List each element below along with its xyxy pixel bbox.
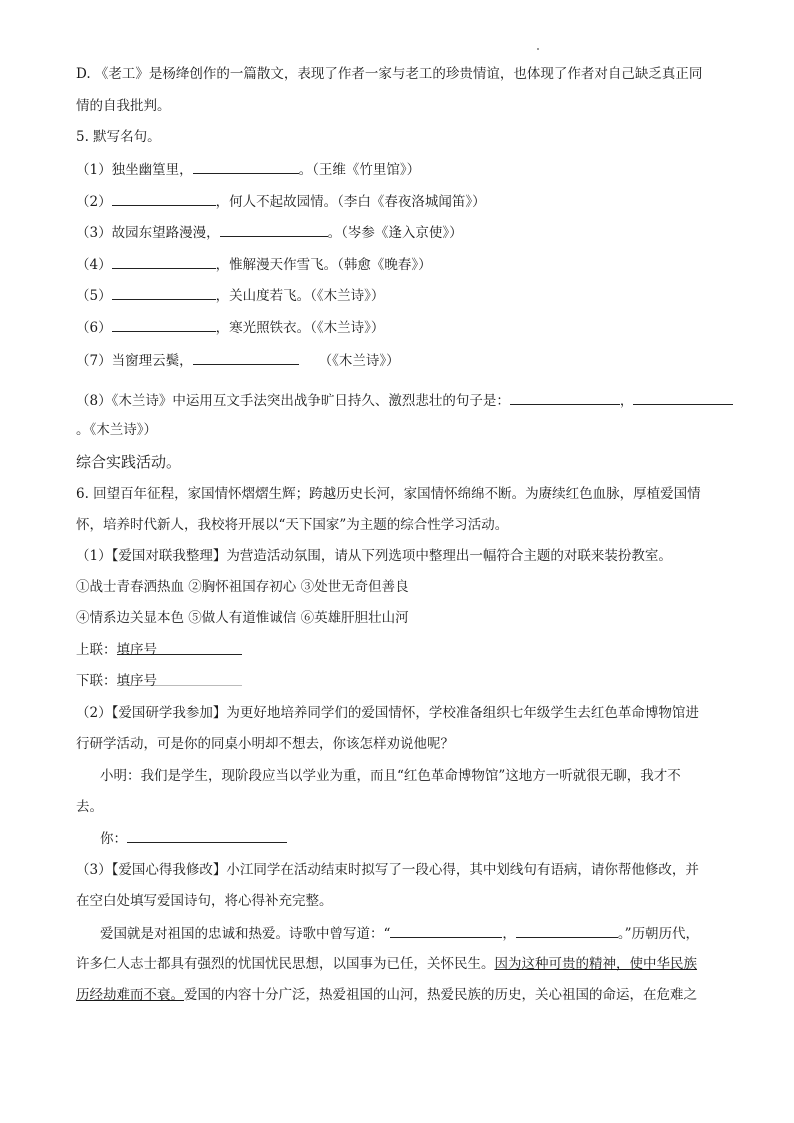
q5-item-7-post: （《木兰诗》） [318,353,400,369]
q5-item-7-blank[interactable] [193,350,299,365]
essay-line-1 [100,923,699,944]
q5-title: 5. 默写名句。 [76,129,161,145]
essay-line-1-pre: 爱国就是对祖国的忠诚和热爱。诗歌中曾写道：“ [100,926,391,942]
upper-couplet-row [76,640,242,660]
q5-item-3 [76,222,463,243]
q6-options-row-1: ①战士青春洒热血 ②胸怀祖国存初心 ③处世无奇但善良 [76,579,409,595]
poem-blank-2[interactable] [516,923,618,938]
essay-line-3 [76,985,697,1005]
q5-item-5-post: ，关山度若飞。（《木兰诗》） [215,288,385,304]
xiaoming-line-1: 小明：我们是学生，现阶段应当以学业为重，而且“红色革命博物馆”这地方一听就很无聊，我才不 [100,768,681,784]
q5-item-4-pre: （4） [76,257,112,273]
poem-blank-1[interactable] [390,923,502,938]
q5-item-5-pre: （5） [76,288,112,304]
q5-item-4 [76,254,432,275]
q5-item-4-blank[interactable] [112,254,216,269]
your-answer-label: 你： [100,831,127,847]
essay-line-3-plain: 爱国的内容十分广泛，热爱祖国的山河，热爱民族的历史，关心祖国的命运，在危难之 [184,987,697,1003]
q5-item-2 [76,191,486,212]
q5-item-8 [76,390,733,411]
q6-part-2-line-2: 行研学活动，可是你的同桌小明却不想去，你该怎样劝说他呢？ [76,736,454,752]
q5-item-3-post: 。（岑参《逢入京使》） [327,225,463,241]
q5-item-2-post: ，何人不起故园情。（李白《春夜洛城闻笛》） [215,194,486,210]
q6-intro-line-1: 6. 回望百年征程，家国情怀熠熠生辉；跨越历史长河，家国情怀绵绵不断。为赓续红色血脉，厚植爱国情 [76,486,701,502]
lower-couplet-row [76,671,242,691]
q5-item-6-blank[interactable] [112,317,216,332]
q5-item-2-pre: （2） [76,194,112,210]
essay-line-1-post: 。”历朝历代， [617,926,700,942]
q6-part-1-prompt: （1）【爱国对联我整理】为营造活动氛围，请从下列选项中整理出一幅符合主题的对联来装扮教室。 [76,548,672,564]
q5-item-6-post: ，寒光照铁衣。（《木兰诗》） [215,320,385,336]
q5-item-4-post: ，惟解漫天作雪飞。（韩愈《晚春》） [215,257,432,273]
option-d-line-2: 情的自我批判。 [76,98,171,114]
lower-couplet-hint: 填序号 [116,673,157,689]
your-answer-field[interactable] [127,828,287,843]
q6-intro-line-2: 怀，培养时代新人，我校将开展以“天下国家”为主题的综合性学习活动。 [76,517,509,533]
q6-part-2-line-1: （2）【爱国研学我参加】为更好地培养同学们的爱国情怀，学校准备组织七年级学生去红色革命博物馆进 [76,705,699,721]
your-answer-row [100,828,287,849]
faulty-sentence-part-1: 因为这种可贵的精神，使中华民族 [494,956,697,972]
xiaoming-line-2: 去。 [76,799,103,815]
q5-item-3-pre: （3）故园东望路漫漫， [76,225,220,241]
lower-couplet-label: 下联： [76,673,117,689]
upper-couplet-field[interactable] [116,640,242,658]
essay-line-2 [76,954,697,974]
q5-item-7-pre: （7）当窗理云鬓， [76,353,193,369]
q5-item-2-blank[interactable] [112,191,216,206]
q5-item-8-pre: （8）《木兰诗》中运用互文手法突出战争旷日持久、激烈悲壮的句子是： [76,393,510,409]
section-heading: 综合实践活动。 [76,453,182,471]
q6-options-row-2: ④情系边关显本色 ⑤做人有道惟诚信 ⑥英雄肝胆壮山河 [76,610,409,626]
q5-item-1 [76,159,420,180]
upper-couplet-label: 上联： [76,642,117,658]
q5-item-8-blank-1[interactable] [510,390,620,405]
q5-item-1-pre: （1）独坐幽篁里， [76,162,193,178]
upper-couplet-hint: 填序号 [116,642,157,658]
essay-line-1-mid: ， [502,926,516,942]
q5-item-3-blank[interactable] [220,222,328,237]
q5-item-8-blank-2[interactable] [633,390,733,405]
q5-item-5-blank[interactable] [112,285,216,300]
q5-item-7 [76,350,400,371]
q6-part-3-line-2: 在空白处填写爱国诗句，将心得补充完整。 [76,893,333,909]
q5-item-1-post: 。（王维《竹里馆》） [298,162,421,178]
q5-item-6-pre: （6） [76,320,112,336]
q5-item-6 [76,317,384,338]
faulty-sentence-part-2: 历经劫难而不衰。 [76,987,184,1003]
essay-line-2-plain: 许多仁人志士都具有强烈的忧国忧民思想，以国事为已任，关怀民生。 [76,956,495,972]
q5-item-8-tail: 。《木兰诗》） [76,422,157,438]
q5-item-5 [76,285,384,306]
q5-item-1-blank[interactable] [193,159,299,174]
q6-part-3-line-1: （3）【爱国心得我修改】小江同学在活动结束时拟写了一段心得，其中划线句有语病，请你帮他修改，并 [76,862,699,878]
lower-couplet-field[interactable] [116,671,242,689]
scan-dot [537,48,539,50]
q5-item-8-mid: ， [619,393,634,409]
option-d-line-1: D. 《老工》是杨绛创作的一篇散文，表现了作者一家与老工的珍贵情谊，也体现了作者对自己缺乏真正同 [76,66,703,82]
